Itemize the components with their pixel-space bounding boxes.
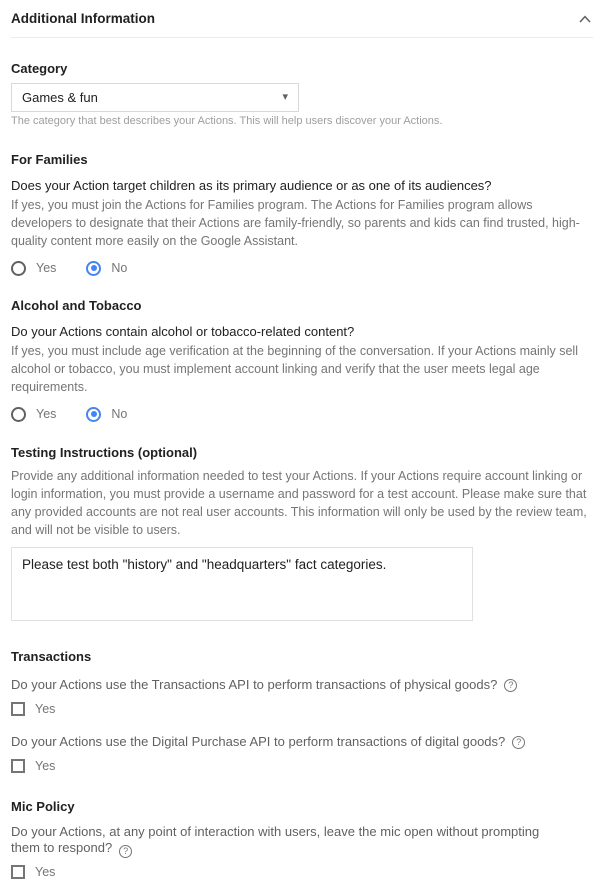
alcohol-tobacco-yes-radio[interactable] — [11, 407, 56, 422]
checkbox-unchecked-icon — [11, 865, 25, 879]
transactions-physical-question-row — [11, 677, 593, 693]
category-selected-value: Games & fun — [22, 90, 98, 105]
for-families-title: For Families — [11, 152, 88, 167]
for-families-no-radio[interactable] — [86, 261, 127, 276]
panel-header — [11, 10, 593, 38]
testing-instructions-helper-text: Provide any additional information needed to test your Actions. If your Actions require account linking or login information, you must provide a username and password for a test account. Please make sure that any provided accounts are not real user accounts. This information will only be used by the review team, and will not be visible to users. — [11, 469, 587, 537]
alcohol-tobacco-question: Do your Actions contain alcohol or tobacco-related content? — [11, 324, 355, 339]
mic-policy-yes-checkbox[interactable] — [11, 865, 55, 879]
radio-unchecked-icon — [11, 407, 26, 422]
for-families-section — [11, 152, 593, 276]
alcohol-tobacco-section — [11, 298, 593, 422]
testing-instructions-input[interactable] — [11, 547, 473, 621]
help-icon[interactable]: ? — [504, 679, 517, 692]
transactions-digital-question: Do your Actions use the Digital Purchase API to perform transactions of digital goods? — [11, 734, 506, 749]
checkbox-label-yes: Yes — [35, 864, 56, 879]
radio-label-yes: Yes — [36, 261, 57, 275]
mic-policy-checkbox-row — [11, 863, 593, 881]
chevron-up-icon — [579, 15, 591, 23]
transactions-physical-checkbox-row — [11, 700, 593, 718]
transactions-physical-yes-checkbox[interactable] — [11, 702, 55, 716]
help-icon[interactable]: ? — [512, 736, 525, 749]
transactions-digital-question-row — [11, 734, 593, 750]
alcohol-tobacco-title: Alcohol and Tobacco — [11, 298, 142, 313]
transactions-physical-question: Do your Actions use the Transactions API to perform transactions of physical goods? — [11, 677, 498, 692]
mic-policy-question-text: Do your Actions, at any point of interaction with users, leave the mic open without prompting them to respond? — [11, 824, 540, 855]
for-families-helper-text: If yes, you must join the Actions for Families program. The Actions for Families program allows developers to designate that their Actions are family-friendly, so parents and kids can find trusted, high-quality content more easily on the Google Assistant. — [11, 198, 580, 248]
testing-instructions-title: Testing Instructions (optional) — [11, 445, 198, 460]
category-select[interactable] — [11, 83, 299, 112]
transactions-digital-yes-checkbox[interactable] — [11, 759, 55, 773]
category-section — [11, 61, 593, 128]
checkbox-unchecked-icon — [11, 759, 25, 773]
help-icon[interactable]: ? — [119, 845, 132, 858]
for-families-question: Does your Action target children as its primary audience or as one of its audiences? — [11, 178, 492, 193]
checkbox-label-yes: Yes — [35, 759, 56, 773]
collapse-section-button[interactable] — [577, 11, 593, 27]
alcohol-tobacco-no-radio[interactable] — [86, 407, 127, 422]
category-label: Category — [11, 61, 68, 76]
testing-instructions-section — [11, 445, 593, 621]
radio-label-no: No — [111, 407, 128, 421]
category-helper-text: The category that best describes your Actions. This will help users discover your Actions. — [11, 115, 443, 127]
transactions-digital-checkbox-row — [11, 757, 593, 775]
for-families-yes-radio[interactable] — [11, 261, 56, 276]
radio-checked-icon — [86, 407, 101, 422]
for-families-radio-group — [11, 260, 593, 276]
transactions-title: Transactions — [11, 649, 92, 664]
alcohol-tobacco-helper-text: If yes, you must include age verification at the beginning of the conversation. If your Actions mainly sell alcohol or tobacco, you must implement account linking and verify that the user meets legal age requirements. — [11, 344, 578, 394]
radio-label-no: No — [111, 261, 128, 275]
dropdown-caret-icon: ▾ — [282, 91, 288, 103]
mic-policy-section — [11, 799, 593, 881]
alcohol-tobacco-radio-group — [11, 406, 593, 422]
radio-unchecked-icon — [11, 261, 26, 276]
radio-label-yes: Yes — [36, 407, 57, 421]
transactions-section — [11, 649, 593, 775]
checkbox-label-yes: Yes — [35, 702, 56, 716]
radio-checked-icon — [86, 261, 101, 276]
checkbox-unchecked-icon — [11, 702, 25, 716]
panel-title: Additional Information — [11, 11, 155, 26]
mic-policy-title: Mic Policy — [11, 799, 75, 814]
